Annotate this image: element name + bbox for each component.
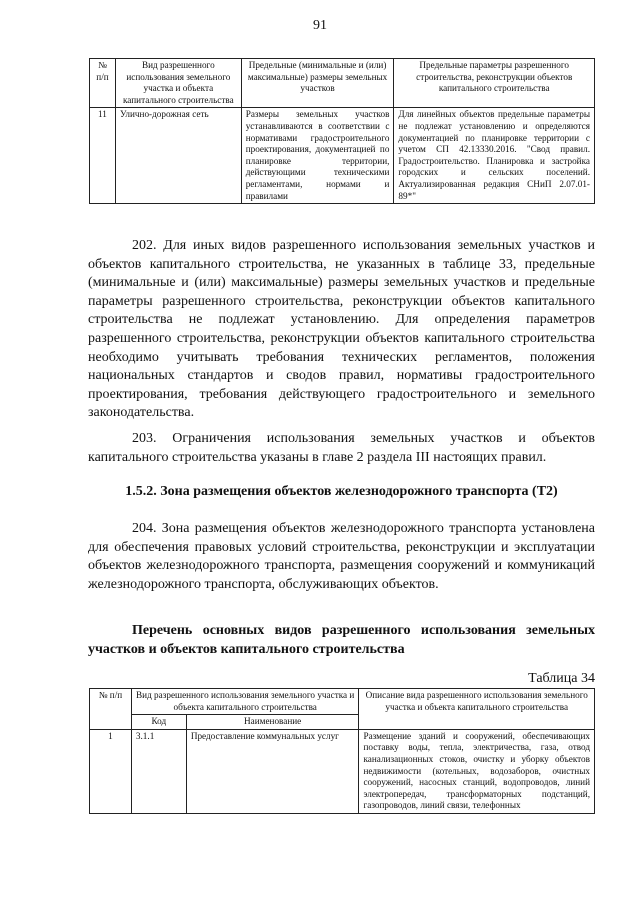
header-name: Наименование bbox=[186, 715, 359, 730]
permitted-use-table bbox=[89, 688, 595, 814]
cell-num: 1 bbox=[90, 729, 132, 813]
cell-num: 11 bbox=[90, 108, 116, 204]
table-header-row bbox=[90, 59, 595, 108]
section-heading: 1.5.2. Зона размещения объектов железнодорожного транспорта (Т2) bbox=[125, 484, 558, 499]
header-params: Предельные параметры разрешенного строительства, реконструкции объектов капитального строительства bbox=[394, 59, 595, 108]
header-code: Код bbox=[131, 715, 186, 730]
paragraph-203: 203. Ограничения использования земельных участков и объектов капитального строительства указаны в главе 2 раздела III настоящих правил. bbox=[88, 431, 595, 465]
header-use-kind: Вид разрешенного использования земельного участка и объекта капитального строительства bbox=[131, 689, 359, 715]
table-header-row bbox=[90, 689, 595, 715]
header-description: Описание вида разрешенного использования земельного участка и объекта капитального строительства bbox=[359, 689, 595, 730]
cell-description: Размещение зданий и сооружений, обеспечивающих поставку воды, тепла, электричества, газа, отвод канализационных стоков, очистку и уборку объектов недвижимости (котельных, водозаборов, очистных сооружений, насосных станций, водопроводов, линий электропередач, трансформаторных подстанций, газопроводов, линий связи, телефонных bbox=[359, 729, 595, 813]
list-heading: Перечень основных видов разрешенного использования земельных участков и объектов капитального строительства bbox=[88, 623, 595, 657]
table-row bbox=[90, 108, 595, 204]
paragraph-202: 202. Для иных видов разрешенного использования земельных участков и объектов капитального строительства, не указанных в таблице 33, предельные (минимальные и (или) максимальные) размеры земельных участков и предельные параметры разрешенного строительства, реконструкции объектов капитального строительства не подлежат установлению. Для определения параметров разрешенного строительства, реконструкции объектов капитального строительства необходимо учитывать требования технических регламентов, положения национальных стандартов и сводов правил, нормативы градостроительного проектирования, требования действующего градостроительного и земельного законодательства. bbox=[88, 238, 595, 421]
header-limits: Предельные (минимальные и (или) максимальные) размеры земельных участков bbox=[241, 59, 394, 108]
cell-code: 3.1.1 bbox=[131, 729, 186, 813]
page-number: 91 bbox=[313, 18, 327, 33]
cell-limits: Размеры земельных участков устанавливаются в соответствии с нормативами градостроительного проектирования, документацией по планировке территории, действующими техническими регламентами, нормами и правилами bbox=[241, 108, 394, 204]
paragraph-204: 204. Зона размещения объектов железнодорожного транспорта установлена для обеспечения правовых условий строительства, реконструкции и эксплуатации объектов железнодорожного транспорта, размещения сооружений и коммуникаций железнодорожного транспорта, обслуживающих объектов. bbox=[88, 521, 595, 592]
header-num: № п/п bbox=[90, 689, 132, 730]
cell-params: Для линейных объектов предельные параметры не подлежат установлению и определяются документацией по планировке территории с учетом СП 42.13330.2016. "Свод правил. Градостроительство. Планировка и застройка городских и сельских поселений. Актуализированная редакция СНиП 2.07.01-89*" bbox=[394, 108, 595, 204]
cell-name: Предоставление коммунальных услуг bbox=[186, 729, 359, 813]
cell-use-kind: Улично-дорожная сеть bbox=[115, 108, 241, 204]
table-caption: Таблица 34 bbox=[528, 671, 595, 686]
header-use-kind: Вид разрешенного использования земельного участка и объекта капитального строительства bbox=[115, 59, 241, 108]
land-use-parameters-table bbox=[89, 58, 595, 204]
table-row bbox=[90, 729, 595, 813]
header-num: № п/п bbox=[90, 59, 116, 108]
